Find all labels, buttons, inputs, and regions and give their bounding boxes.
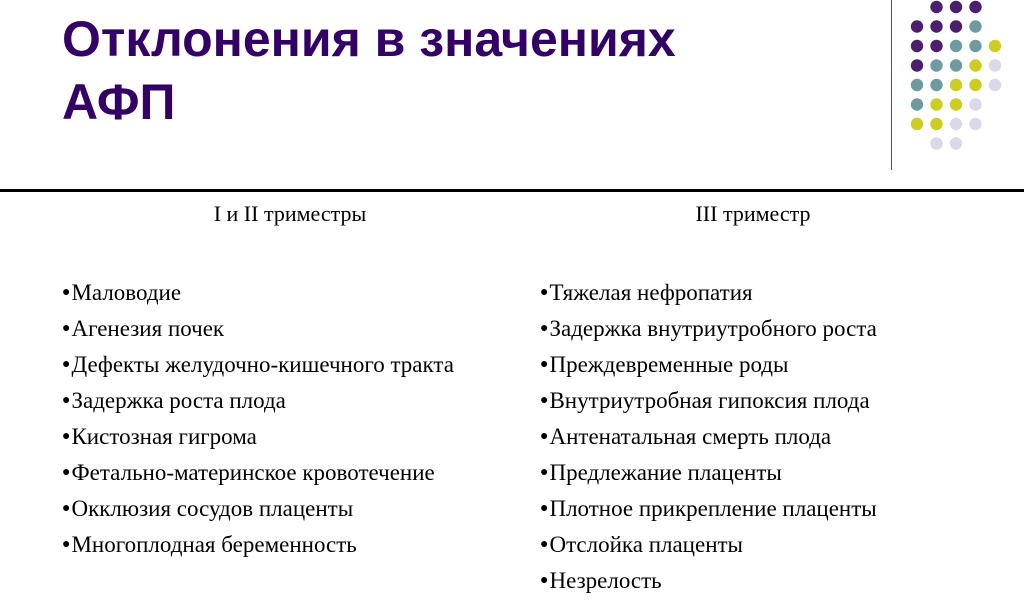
bullet-icon: ● bbox=[540, 321, 549, 336]
decorative-dot bbox=[930, 98, 942, 110]
bullet-icon: ● bbox=[540, 393, 549, 408]
decorative-dot bbox=[969, 20, 981, 32]
list-item: ●Плотное прикрепление плаценты bbox=[540, 496, 877, 521]
decorative-dot bbox=[969, 1, 981, 13]
decorative-dot bbox=[930, 118, 942, 130]
decorative-dot bbox=[989, 79, 1001, 91]
decorative-dot bbox=[950, 98, 962, 110]
horizontal-divider bbox=[0, 189, 1024, 192]
list-item: ●Задержка роста плода bbox=[62, 388, 286, 413]
list-item: ●Дефекты желудочно-кишечного тракта bbox=[62, 352, 454, 377]
list-item: ●Задержка внутриутробного роста bbox=[540, 316, 877, 341]
decorative-dot bbox=[911, 98, 923, 110]
bullet-icon: ● bbox=[62, 357, 71, 372]
bullet-icon: ● bbox=[62, 537, 71, 552]
bullet-icon: ● bbox=[540, 285, 549, 300]
decorative-dot bbox=[911, 118, 923, 130]
list-item: ●Фетально-материнское кровотечение bbox=[62, 460, 435, 485]
bullet-icon: ● bbox=[62, 465, 71, 480]
bullet-icon: ● bbox=[540, 501, 549, 516]
decorative-dot bbox=[969, 98, 981, 110]
decorative-dot bbox=[989, 59, 1001, 71]
decorative-dot bbox=[969, 59, 981, 71]
list-item: ●Антенатальная смерть плода bbox=[540, 424, 832, 449]
bullet-icon: ● bbox=[540, 465, 549, 480]
bullet-icon: ● bbox=[62, 285, 71, 300]
decorative-dot-grid bbox=[0, 0, 1024, 160]
decorative-dot bbox=[989, 40, 1001, 52]
left-column-heading: I и II триместры bbox=[213, 201, 367, 226]
bullet-icon: ● bbox=[62, 429, 71, 444]
list-item: ●Окклюзия сосудов плаценты bbox=[62, 496, 354, 521]
decorative-dot bbox=[930, 40, 942, 52]
bullet-icon: ● bbox=[540, 573, 549, 588]
decorative-dot bbox=[911, 40, 923, 52]
list-item: ●Агенезия почек bbox=[62, 316, 225, 341]
decorative-dot bbox=[911, 59, 923, 71]
list-item: ●Маловодие bbox=[62, 280, 182, 305]
decorative-dot bbox=[950, 59, 962, 71]
list-item: ●Преждевременные роды bbox=[540, 352, 789, 377]
decorative-dot bbox=[911, 20, 923, 32]
list-item: ●Отслойка плаценты bbox=[540, 532, 744, 557]
list-item: ●Предлежание плаценты bbox=[540, 460, 782, 485]
bullet-icon: ● bbox=[62, 321, 71, 336]
slide-title-line-1: Отклонения в значениях bbox=[62, 11, 676, 67]
decorative-dot bbox=[950, 20, 962, 32]
left-column-list bbox=[62, 277, 518, 565]
decorative-dot bbox=[969, 40, 981, 52]
bullet-icon: ● bbox=[540, 357, 549, 372]
decorative-dot bbox=[950, 118, 962, 130]
list-item: ●Тяжелая нефропатия bbox=[540, 280, 753, 305]
decorative-dot bbox=[930, 59, 942, 71]
bullet-icon: ● bbox=[540, 429, 549, 444]
decorative-dot bbox=[950, 1, 962, 13]
list-item: ●Кистозная гигрома bbox=[62, 424, 257, 449]
right-column-list bbox=[540, 277, 1010, 601]
decorative-dot bbox=[969, 79, 981, 91]
list-item: ●Многоплодная беременность bbox=[62, 532, 357, 557]
decorative-dot bbox=[930, 137, 942, 149]
decorative-dot bbox=[950, 137, 962, 149]
decorative-dot bbox=[930, 20, 942, 32]
bullet-icon: ● bbox=[62, 501, 71, 516]
decorative-dot bbox=[950, 40, 962, 52]
decorative-dot bbox=[930, 79, 942, 91]
decorative-dot bbox=[930, 1, 942, 13]
bullet-icon: ● bbox=[62, 393, 71, 408]
right-column-heading: III триместр bbox=[695, 201, 811, 226]
bullet-icon: ● bbox=[540, 537, 549, 552]
decorative-dot bbox=[969, 118, 981, 130]
list-item: ●Незрелость bbox=[540, 568, 662, 593]
slide-title-line-2: АФП bbox=[62, 74, 176, 130]
decorative-dot bbox=[950, 79, 962, 91]
list-item: ●Внутриутробная гипоксия плода bbox=[540, 388, 870, 413]
decorative-dot bbox=[911, 79, 923, 91]
